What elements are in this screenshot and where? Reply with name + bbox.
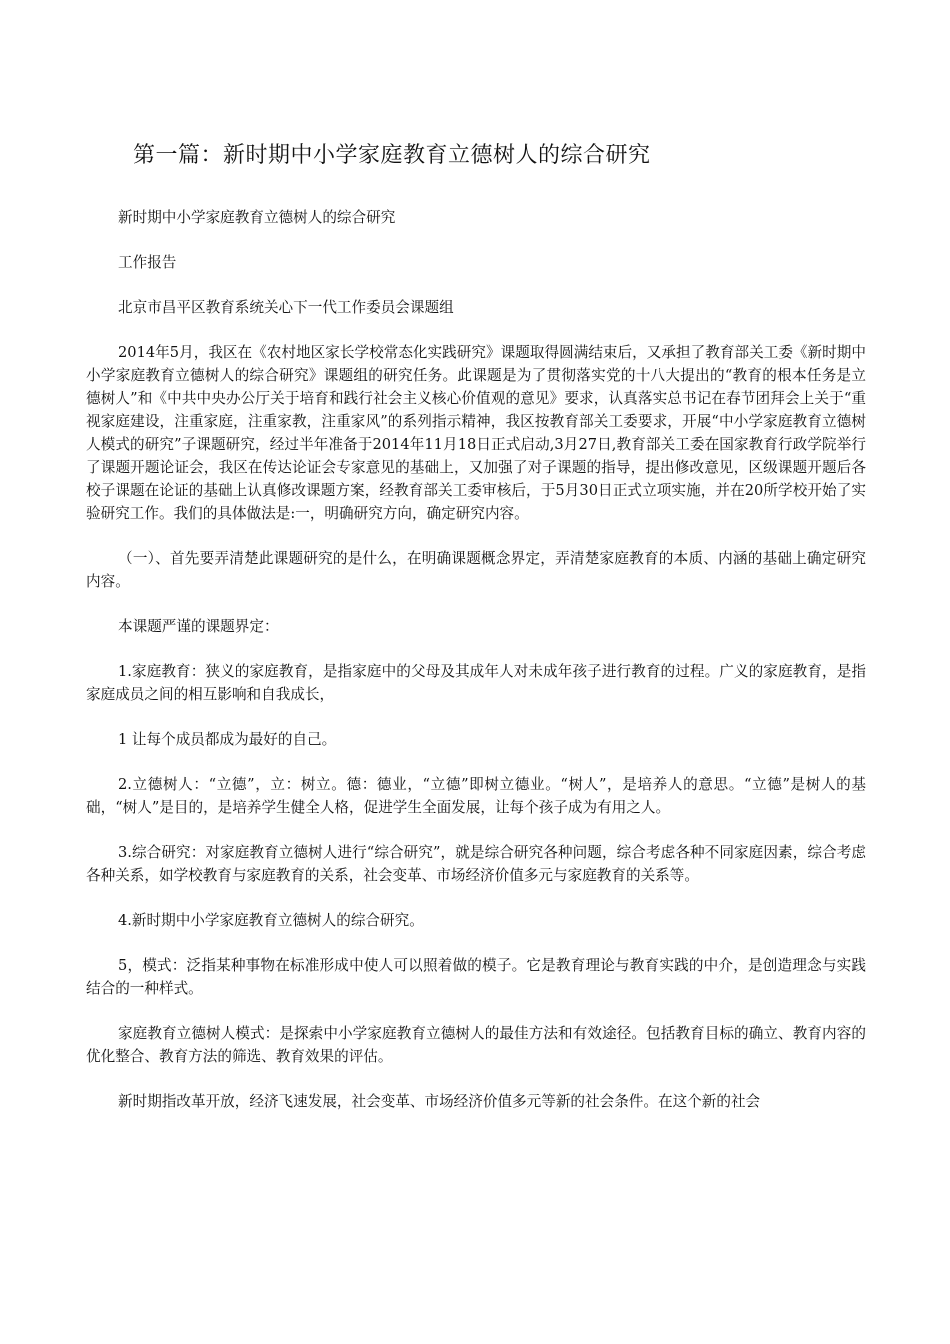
document-body	[86, 206, 866, 1133]
paragraph-definition-intro: 本课题严谨的课题界定：	[118, 618, 279, 635]
paragraph-definition-1-cont: 1 让每个成员都成为最好的自己。	[118, 731, 337, 748]
paragraph-definition-5: 5，模式：泛指某种事物在标准形成中使人可以照着做的模子。它是教育理论与教育实践的中介，是创造理念与实践结合的一种样式。	[86, 957, 866, 997]
paragraph-report-label: 工作报告	[118, 254, 177, 271]
paragraph-author: 北京市昌平区教育系统关心下一代工作委员会课题组	[118, 299, 454, 316]
document-title: 第一篇：新时期中小学家庭教育立德树人的综合研究	[133, 143, 651, 168]
paragraph-new-era: 新时期指改革开放，经济飞速发展，社会变革、市场经济价值多元等新的社会条件。在这个新的社会	[118, 1093, 761, 1110]
paragraph-definition-3: 3.综合研究：对家庭教育立德树人进行“综合研究”，就是综合研究各种问题，综合考虑各种不同家庭因素，综合考虑各种关系，如学校教育与家庭教育的关系，社会变革、市场经济价值多元与家庭教育的关系等。	[86, 844, 866, 884]
paragraph-subtitle: 新时期中小学家庭教育立德树人的综合研究	[118, 209, 396, 226]
paragraph-model-definition: 家庭教育立德树人模式：是探索中小学家庭教育立德树人的最佳方法和有效途径。包括教育目标的确立、教育内容的优化整合、教育方法的筛选、教育效果的评估。	[86, 1025, 866, 1065]
paragraph-definition-1: 1.家庭教育：狭义的家庭教育，是指家庭中的父母及其成年人对未成年孩子进行教育的过程。广义的家庭教育，是指家庭成员之间的相互影响和自我成长，	[86, 663, 866, 703]
paragraph-definition-2: 2.立德树人：“立德”，立：树立。德：德业，“立德”即树立德业。“树人”，是培养人的意思。“立德”是树人的基础，“树人”是目的，是培养学生健全人格，促进学生全面发展，让每个孩子成为有用之人。	[86, 776, 866, 816]
paragraph-background: 2014年5月，我区在《农村地区家长学校常态化实践研究》课题取得圆满结束后，又承担了教育部关工委《新时期中小学家庭教育立德树人的综合研究》课题组的研究任务。此课题是为了贯彻落实党的十八大提出的“教育的根本任务是立德树人”和《中共中央办公厅关于培育和践行社会主义核心价值观的意见》要求，认真落实总书记在春节团拜会上关于“重视家庭建设，注重家庭，注重家教，注重家风”的系列指示精神，我区按教育部关工委要求，开展“中小学家庭教育立德树人模式的研究”子课题研究，经过半年准备于2014年11月18日正式启动,3月27日,教育部关工委在国家教育行政学院举行了课题开题论证会，我区在传达论证会专家意见的基础上，又加强了对子课题的指导，提出修改意见，区级课题开题后各校子课题在论证的基础上认真修改课题方案，经教育部关工委审核后，于5月30日正式立项实施，并在20所学校开始了实验研究工作。我们的具体做法是:一，明确研究方向，确定研究内容。	[86, 344, 866, 522]
paragraph-definition-4: 4.新时期中小学家庭教育立德树人的综合研究。	[118, 912, 424, 929]
paragraph-section-one: （一）、首先要弄清楚此课题研究的是什么，在明确课题概念界定，弄清楚家庭教育的本质、内涵的基础上确定研究内容。	[86, 550, 866, 590]
